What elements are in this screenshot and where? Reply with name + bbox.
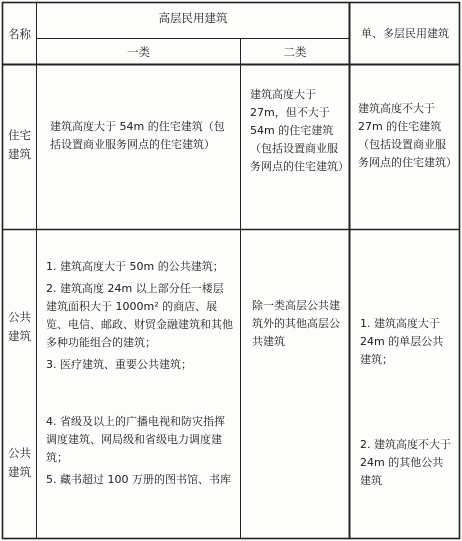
public-class-one-group-a (46, 258, 234, 374)
header-low-multi: 单、多层民用建筑 (361, 27, 449, 40)
row-label-public-a-line2: 建筑 (8, 329, 31, 343)
residential-class-one (50, 118, 232, 154)
row-label-public-b (3, 444, 36, 482)
header-name: 名称 (8, 27, 31, 41)
header-class-two: 二类 (283, 45, 307, 59)
residential-low-multi-text: 建筑高度不大于 27m 的住宅建筑（包括设置商业服务网点的住宅建筑） (358, 102, 457, 169)
row-label-residential-line2: 建筑 (8, 147, 31, 161)
row-label-public-a-line1: 公共 (8, 310, 31, 324)
residential-class-one-text: 建筑高度大于 54m 的住宅建筑（包括设置商业服务网点的住宅建筑） (50, 120, 225, 151)
header-class-one: 一类 (127, 45, 150, 59)
row-label-residential-line1: 住宅 (8, 128, 31, 142)
public-low-multi-group-b (360, 436, 454, 490)
public-class-one-group-b (46, 413, 234, 489)
public-class-two-text: 除一类高层公共建筑外的其他高层公共建筑 (252, 299, 340, 348)
public-class-one-item-4: 4. 省级及以上的广播电视和防灾指挥调度建筑、网局级和省级电力调度建筑； (46, 415, 225, 464)
public-low-multi-group-a (360, 315, 454, 369)
public-class-one-item-2: 2. 建筑高度 24m 以上部分任一楼层建筑面积大于 1000m² 的商店、展览、电信、邮政、财贸金融建筑和其他多种功能组合的建筑； (46, 282, 233, 349)
public-class-one-item-5: 5. 藏书超过 100 万册的图书馆、书库 (46, 473, 231, 486)
public-low-multi-item-1: 1. 建筑高度大于 24m 的单层公共建筑； (360, 317, 444, 366)
public-class-two (252, 297, 344, 351)
public-low-multi-item-2: 2. 建筑高度不大于 24m 的其他公共建筑 (360, 438, 451, 487)
residential-low-multi (358, 100, 457, 172)
row-label-public-b-line1: 公共 (8, 446, 31, 460)
row-label-residential (3, 126, 36, 164)
header-high-rise: 高层民用建筑 (158, 11, 228, 25)
row-label-public-a (3, 308, 36, 346)
residential-class-two-text: 建筑高度大于 27m，但不大于 54m 的住宅建筑（包括设置商业服务网点的住宅建筑） (250, 88, 349, 173)
residential-class-two (250, 86, 349, 176)
row-label-public-b-line2: 建筑 (8, 465, 31, 479)
public-class-one-item-1: 1. 建筑高度大于 50m 的公共建筑； (46, 260, 224, 273)
public-class-one-item-3: 3. 医疗建筑、重要公共建筑； (46, 358, 192, 371)
